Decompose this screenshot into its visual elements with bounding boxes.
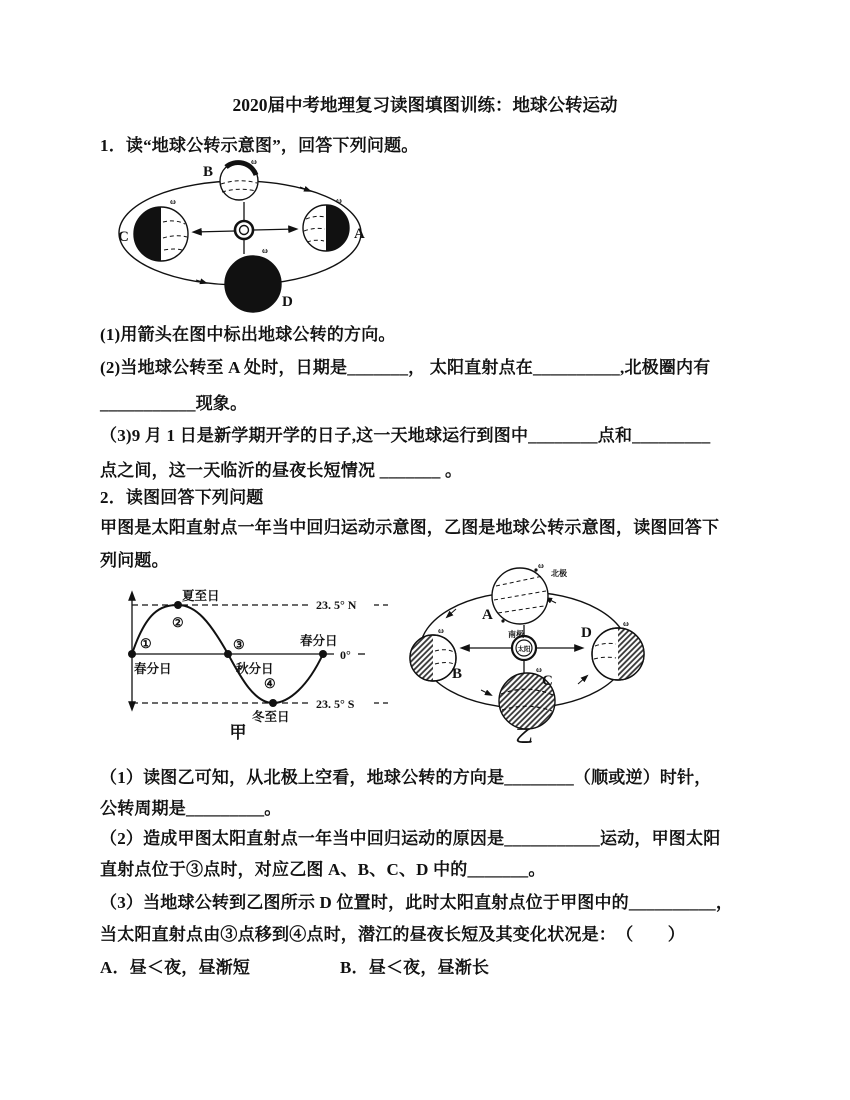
diagram2-label-c: C [542,673,553,689]
diagram2-label-d: D [581,625,592,641]
point3-number: ③ [233,637,245,652]
rotation-icon: ω [538,561,544,570]
point4-number: ④ [264,676,276,691]
orbit-arrow-icon [481,690,491,695]
spring-equinox-left-label: 春分日 [134,662,172,676]
point-winter-solstice [269,699,277,707]
equator-value: 0° [340,648,351,662]
spring-equinox-right-label: 春分日 [300,634,338,648]
q2-sub1-line2: 公转周期是_________。 [100,799,282,818]
winter-solstice-label: 冬至日 [252,710,290,724]
rotation-icon: ω [251,158,257,166]
diagram2-label-a: A [482,607,493,623]
point-summer-solstice [174,601,182,609]
point1-number: ① [140,636,152,651]
north-tropic-value: 23. 5° N [316,598,357,612]
point-autumn-equinox [224,650,232,658]
earth-position-c [134,207,188,261]
option-a: A．昼＜夜，昼渐短 [100,958,251,977]
orbit-arrow-icon [578,676,587,684]
q2-sub2-line1: （2）造成甲图太阳直射点一年当中回归运动的原因是___________运动，甲图太阳 [100,829,721,848]
diagram-jia-title: 甲 [229,723,247,742]
earth-position-b [410,635,456,681]
q2-intro-line2: 列问题。 [100,551,169,570]
sun-ray-arrow-icon [253,229,296,230]
rotation-icon: ω [336,196,342,205]
north-pole-label: 北极 [551,569,567,578]
diagram-yi-title: 乙 [515,727,533,746]
rotation-icon: ω [438,626,444,635]
earth-revolution-diagram-1 [110,158,390,318]
sun-declination-chart-jia [112,578,396,744]
earth-position-a [492,568,548,624]
autumn-equinox-label: 秋分日 [236,662,274,676]
diagram1-label-a: A [354,226,365,242]
q2-sub3-line1: （3）当地球公转到乙图所示 D 位置时，此时太阳直射点位于甲图中的__________， [100,893,734,912]
rotation-icon: ω [536,665,542,674]
earth-position-b [220,162,258,200]
q1-sub2-line1: (2)当地球公转至 A 处时，日期是_______， 太阳直射点在__________,北极圈内有 [100,358,711,377]
q1-sub3-line2: 点之间，这一天临沂的昼夜长短情况 _______ 。 [100,461,463,480]
sun-label: 太阳 [517,646,531,653]
point2-number: ② [172,615,184,630]
diagram1-label-d: D [282,294,293,310]
option-b: B．昼＜夜，昼渐长 [340,958,490,977]
point-spring-equinox-right [319,650,327,658]
diagram2-label-b: B [452,666,463,682]
earth-position-d [225,256,281,312]
q2-sub3-line2: 当太阳直射点由③点移到④点时，潜江的昼夜长短及其变化状况是： （ ） [100,925,685,944]
q2-header: 2．读图回答下列问题 [100,488,264,507]
rotation-icon: ω [170,197,176,206]
q1-sub2-line2: ___________现象。 [100,394,248,413]
orbit-arrow-icon [300,187,310,191]
earth-revolution-diagram-yi [402,556,658,752]
diagram1-label-b: B [202,164,214,180]
q2-sub1-line1: （1）读图乙可知，从北极上空看，地球公转的方向是________（顺或逆）时针， [100,768,712,787]
q2-intro-line1: 甲图是太阳直射点一年当中回归运动示意图，乙图是地球公转示意图，读图回答下 [100,518,720,537]
sun-ray-arrow-icon [194,231,235,232]
rotation-icon: ω [623,619,629,628]
south-pole-label: 南极 [508,630,524,639]
earth-position-d [592,628,644,680]
earth-position-a [303,205,349,251]
south-tropic-value: 23. 5° S [316,697,355,711]
q1-sub1: (1)用箭头在图中标出地球公转的方向。 [100,325,396,344]
q1-sub3-line1: （3)9 月 1 日是新学期开学的日子,这一天地球运行到图中________点和_________ [100,426,711,445]
page-title: 2020届中考地理复习读图填图训练：地球公转运动 [232,95,618,115]
q2-sub2-line2: 直射点位于③点时，对应乙图 A、B、C、D 中的_______。 [100,860,546,879]
diagram1-label-c: C [118,229,129,245]
rotation-icon: ω [262,246,268,255]
summer-solstice-label: 夏至日 [182,589,220,603]
q1-intro: 1．读“地球公转示意图”，回答下列问题。 [100,136,419,155]
point-spring-equinox-left [128,650,136,658]
